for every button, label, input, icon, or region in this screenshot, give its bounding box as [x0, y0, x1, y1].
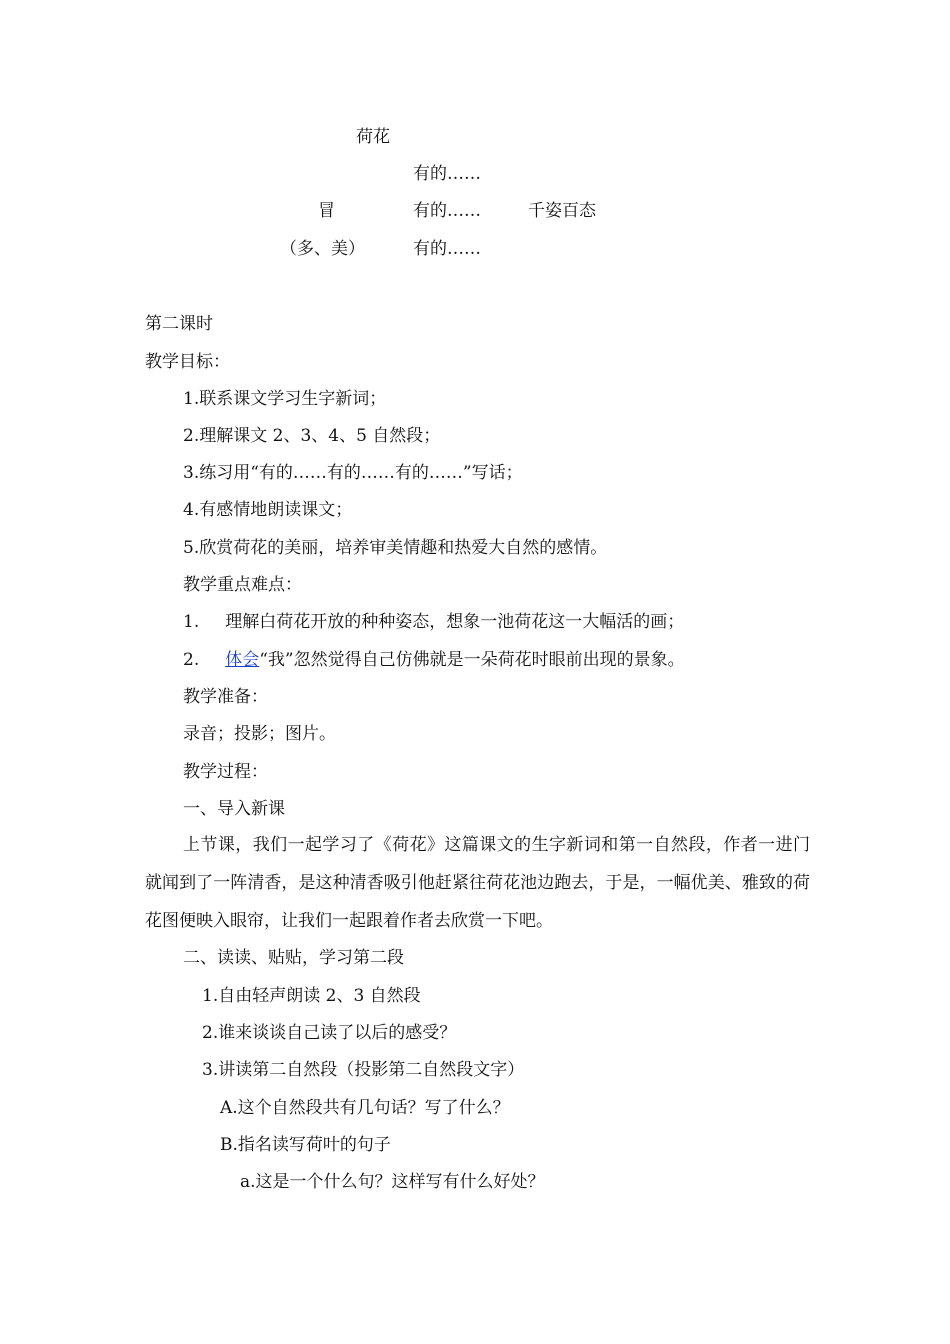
key-point-number: 2.	[183, 650, 200, 670]
section-item: 2.谁来谈谈自己读了以后的感受？	[202, 1023, 457, 1043]
sub-item: B.指名读写荷叶的句子	[220, 1135, 391, 1155]
section-paragraph: 上节课，我们一起学习了《荷花》这篇课文的生字新词和第一自然段，作者一进门就闻到了一阵清香，是这种清香吸引他赶紧往荷花池边跑去，于是，一幅优美、雅致的荷花图便映入眼帘，让我们一起跟着作者去欣赏一下吧。	[145, 835, 810, 931]
section-heading: 一、导入新课	[183, 799, 285, 819]
key-point-number: 1.	[183, 612, 200, 632]
diagram-summary: 千姿百态	[528, 201, 596, 221]
key-point-text: “我”忽然觉得自己仿佛就是一朵荷花时眼前出现的景象。	[259, 650, 685, 670]
lesson-heading: 第二课时	[145, 314, 213, 334]
objective-item: 2.理解课文 2、3、4、5 自然段；	[183, 426, 441, 446]
diagram-branch-1: 有的……	[413, 164, 481, 184]
section-item: 3.讲读第二自然段（投影第二自然段文字）	[202, 1060, 525, 1080]
key-point-item	[183, 611, 684, 633]
key-points-heading: 教学重点难点：	[183, 575, 302, 595]
diagram-left-label-1: 冒	[318, 201, 335, 221]
key-point-text: 理解白荷花开放的种种姿态，想象一池荷花这一大幅活的画；	[225, 612, 685, 632]
key-point-link[interactable]: 体会	[225, 650, 260, 670]
objectives-heading: 教学目标：	[145, 352, 230, 372]
process-heading: 教学过程：	[183, 762, 268, 782]
sub-sub-item: a.这是一个什么句？这样写有什么好处？	[240, 1172, 545, 1192]
objective-item: 3.练习用“有的……有的……有的……”写话；	[183, 463, 523, 483]
preparation-heading: 教学准备：	[183, 687, 268, 707]
diagram-branch-2: 有的……	[413, 201, 481, 221]
objective-item: 1.联系课文学习生字新词；	[183, 389, 387, 409]
diagram-title: 荷花	[356, 127, 390, 147]
section-heading: 二、读读、贴贴，学习第二段	[183, 948, 404, 968]
diagram-left-label-2: （多、美）	[280, 239, 365, 259]
key-point-item	[183, 649, 685, 671]
diagram-branch-3: 有的……	[413, 239, 481, 259]
section-item: 1.自由轻声朗读 2、3 自然段	[202, 986, 421, 1006]
sub-item: A.这个自然段共有几句话？写了什么？	[220, 1098, 510, 1118]
objective-item: 5.欣赏荷花的美丽，培养审美情趣和热爱大自然的感情。	[183, 538, 608, 558]
objective-item: 4.有感情地朗读课文；	[183, 500, 353, 520]
preparation-text: 录音；投影；图片。	[183, 724, 336, 744]
